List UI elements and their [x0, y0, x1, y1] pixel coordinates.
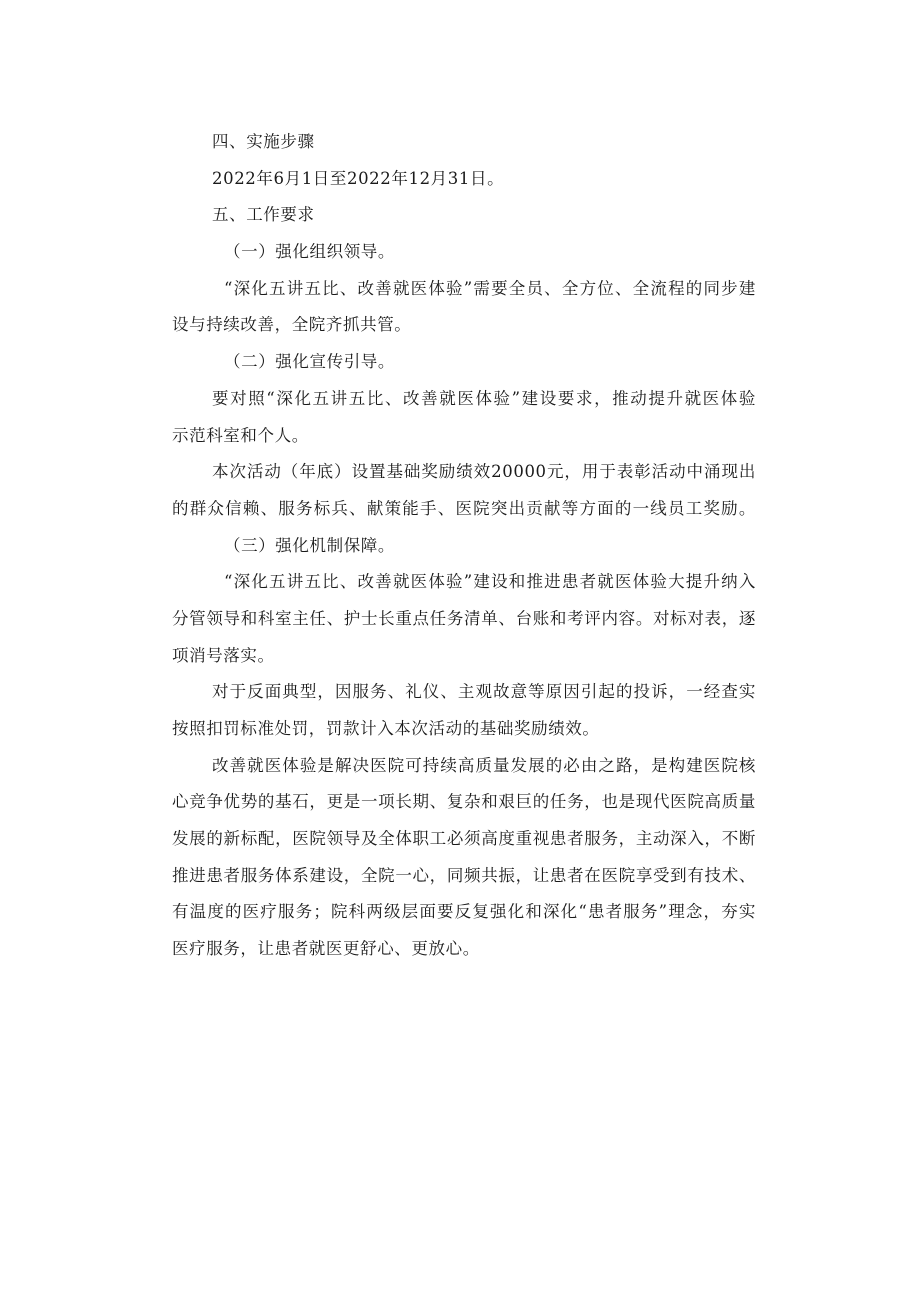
paragraph-line: “深化五讲五比、改善就医体验”建设和推进患者就医体验大提升纳入 [224, 572, 756, 592]
subheading-mechanism-guarantee: （三）强化机制保障。 [224, 535, 395, 555]
section-heading-work-requirements: 五、工作要求 [212, 205, 315, 225]
subheading-organization-leadership: （一）强化组织领导。 [224, 242, 395, 262]
paragraph-line: 本次活动（年底）设置基础奖励绩效20000元，用于表彰活动中涌现出 [212, 462, 756, 482]
paragraph-line: 示范科室和个人。 [172, 425, 309, 445]
paragraph-line: 对于反面典型，因服务、礼仪、主观故意等原因引起的投诉，一经查实 [212, 682, 756, 702]
paragraph-line: 按照扣罚标准处罚，罚款计入本次活动的基础奖励绩效。 [172, 719, 600, 738]
paragraph-line: 的群众信赖、服务标兵、献策能手、医院突出贡献等方面的一线员工奖励。 [172, 498, 756, 518]
paragraph-line: 项消号落实。 [172, 645, 275, 665]
paragraph-line: 心竞争优势的基石，更是一项长期、复杂和艰巨的任务，也是现代医院高质量 [172, 792, 756, 812]
paragraph-line: 发展的新标配，医院领导及全体职工必须高度重视患者服务，主动深入，不断 [172, 829, 756, 849]
paragraph-line: 医疗服务，让患者就医更舒心、更放心。 [172, 939, 480, 959]
implementation-period: 2022年6月1日至2022年12月31日。 [212, 168, 505, 188]
paragraph-line: 改善就医体验是解决医院可持续高质量发展的必由之路，是构建医院核 [212, 755, 756, 775]
document-body [172, 124, 756, 968]
paragraph-line: 推进患者服务体系建设，全院一心，同频共振，让患者在医院享受到有技术、 [172, 865, 756, 885]
paragraph-line: “深化五讲五比、改善就医体验”需要全员、全方位、全流程的同步建 [224, 278, 756, 298]
paragraph-line: 要对照“深化五讲五比、改善就医体验”建设要求，推动提升就医体验 [212, 388, 756, 408]
paragraph-line: 分管领导和科室主任、护士长重点任务清单、台账和考评内容。对标对表，逐 [172, 608, 756, 628]
paragraph-line: 有温度的医疗服务；院科两级层面要反复强化和深化“患者服务”理念，夯实 [172, 902, 756, 922]
paragraph-line: 设与持续改善，全院齐抓共管。 [172, 315, 412, 335]
section-heading-implementation-steps: 四、实施步骤 [212, 132, 315, 151]
subheading-publicity-guidance: （二）强化宣传引导。 [224, 352, 395, 372]
